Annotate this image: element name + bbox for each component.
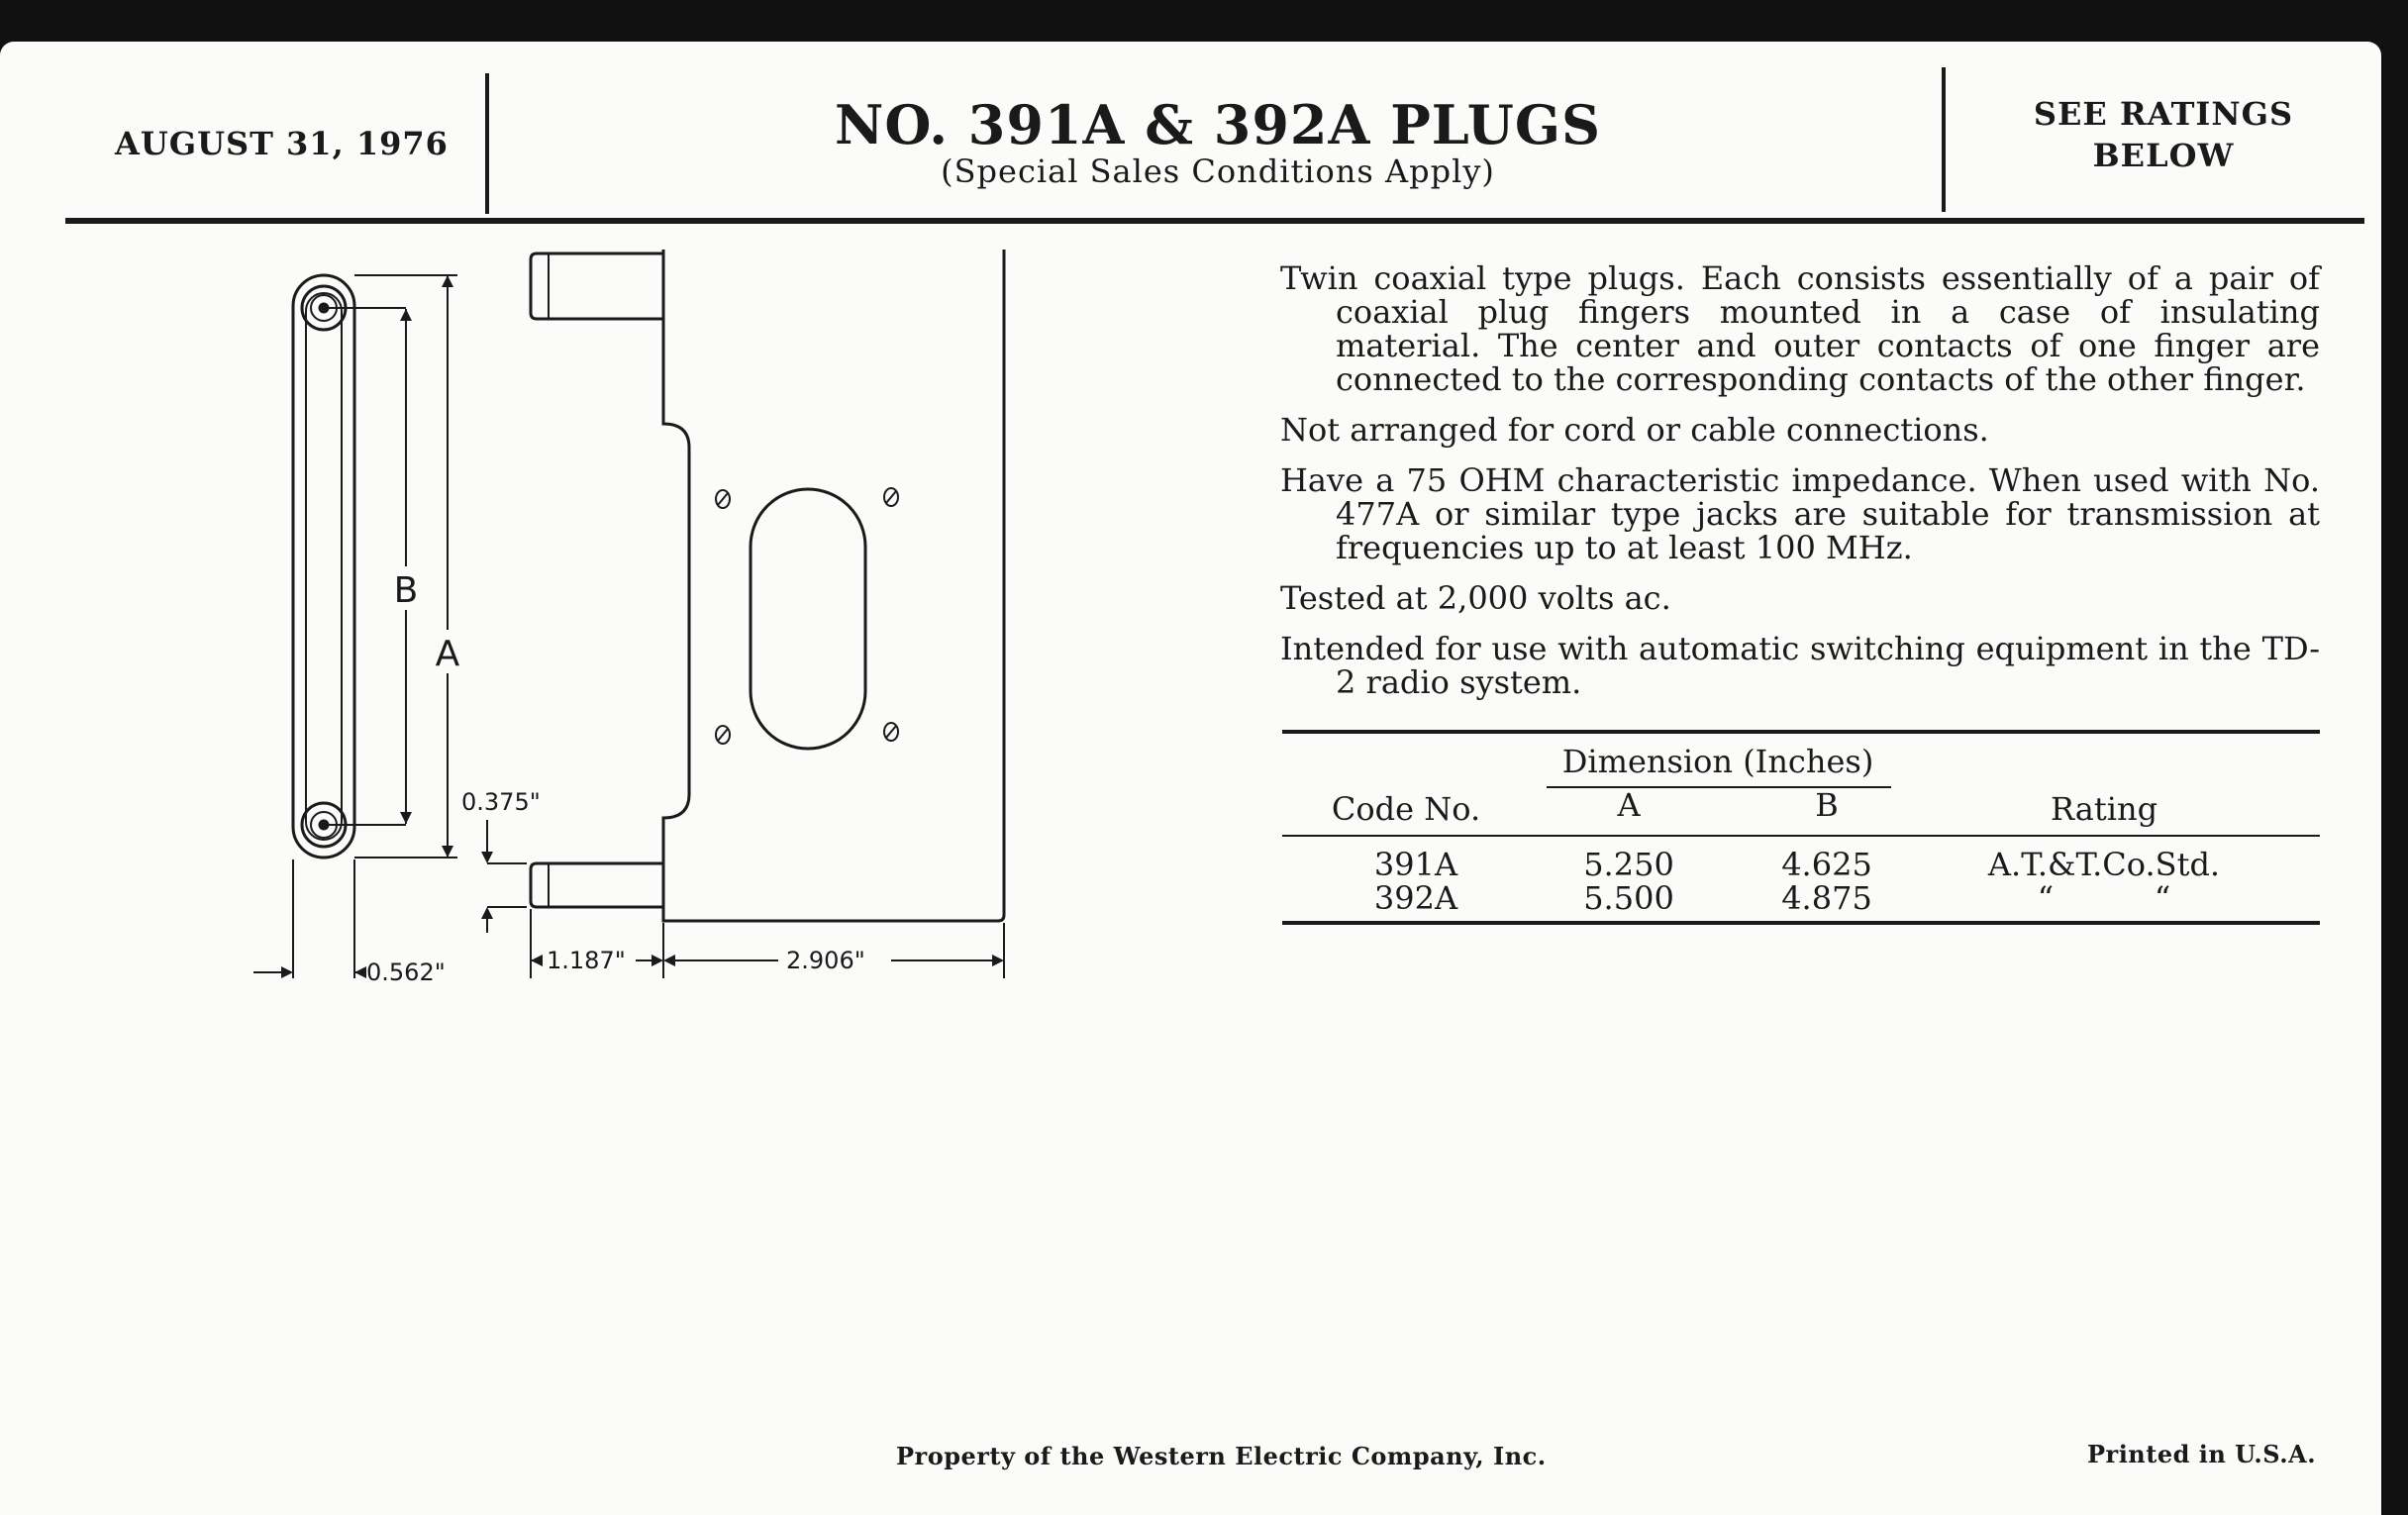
description-paragraph: Twin coaxial type plugs. Each consists essentially of a pair of coaxial plug fingers mounted in a case of insulating material. The center and outer contacts of one finger are connected to the corresponding contacts of the other finger. <box>1280 259 2320 398</box>
mounting-screws <box>716 488 898 744</box>
dim-a-label: A <box>435 634 460 674</box>
plug-slot <box>751 489 865 749</box>
header-rule <box>65 218 2364 224</box>
side-view-body <box>293 275 354 858</box>
plug-front-plate <box>663 250 1004 921</box>
dim-0375-label: 0.375" <box>461 788 541 816</box>
table-group-header: Dimension (Inches) <box>1561 743 1874 780</box>
issue-date: AUGUST 31, 1976 <box>115 125 449 162</box>
header-divider-right <box>1942 67 1946 212</box>
ratings-note-line2: BELOW <box>2092 137 2235 174</box>
description-paragraph: Tested at 2,000 volts ac. <box>1280 579 1671 617</box>
table-cell-code: 391A <box>1373 846 1458 883</box>
table-cell-b: 4.625 <box>1781 846 1872 883</box>
header-divider-left <box>485 73 489 214</box>
table-cell-a: 5.500 <box>1583 879 1674 917</box>
description <box>1280 261 2320 716</box>
table-cell-a: 5.250 <box>1583 846 1674 883</box>
table-header-rule <box>1282 835 2320 837</box>
footer-property: Property of the Western Electric Company, Inc. <box>896 1442 1547 1470</box>
pin-bottom <box>531 863 663 907</box>
description-paragraph: Have a 75 OHM characteristic impedance. When used with No. 477A or similar type jacks are suitable for transmission at frequencies up to at least 100 MHz. <box>1280 461 2320 566</box>
dim-1187-label: 1.187" <box>547 947 626 974</box>
plug-dimension-drawing <box>228 250 1040 1002</box>
table-bottom-rule <box>1282 921 2320 925</box>
table-cell-rating: “ “ <box>2037 879 2171 917</box>
col-header-b: B <box>1815 786 1839 824</box>
table-cell-rating: A.T.&T.Co.Std. <box>1987 846 2221 883</box>
footer-printed: Printed in U.S.A. <box>2087 1440 2317 1468</box>
table-top-rule <box>1282 730 2320 734</box>
dim-2906-label: 2.906" <box>786 947 865 974</box>
table-cell-b: 4.875 <box>1781 879 1872 917</box>
description-paragraph: Not arranged for cord or cable connections. <box>1280 411 1989 449</box>
page-subtitle: (Special Sales Conditions Apply) <box>941 152 1495 190</box>
description-paragraph: Intended for use with automatic switching equipment in the TD-2 radio system. <box>1280 630 2320 701</box>
col-header-a: A <box>1617 786 1641 824</box>
ratings-note <box>1980 93 2347 176</box>
dim-b-label: B <box>393 570 419 611</box>
dim-0562-label: 0.562" <box>366 959 446 986</box>
table-cell-code: 392A <box>1373 879 1458 917</box>
spec-card <box>0 42 2381 1515</box>
side-view-inner <box>306 293 342 840</box>
col-header-rating: Rating <box>2050 790 2158 828</box>
page-title: NO. 391A & 392A PLUGS <box>834 93 1602 156</box>
pin-top <box>531 253 663 319</box>
col-header-code: Code No. <box>1331 790 1481 828</box>
ratings-note-line1: SEE RATINGS <box>2033 95 2294 133</box>
